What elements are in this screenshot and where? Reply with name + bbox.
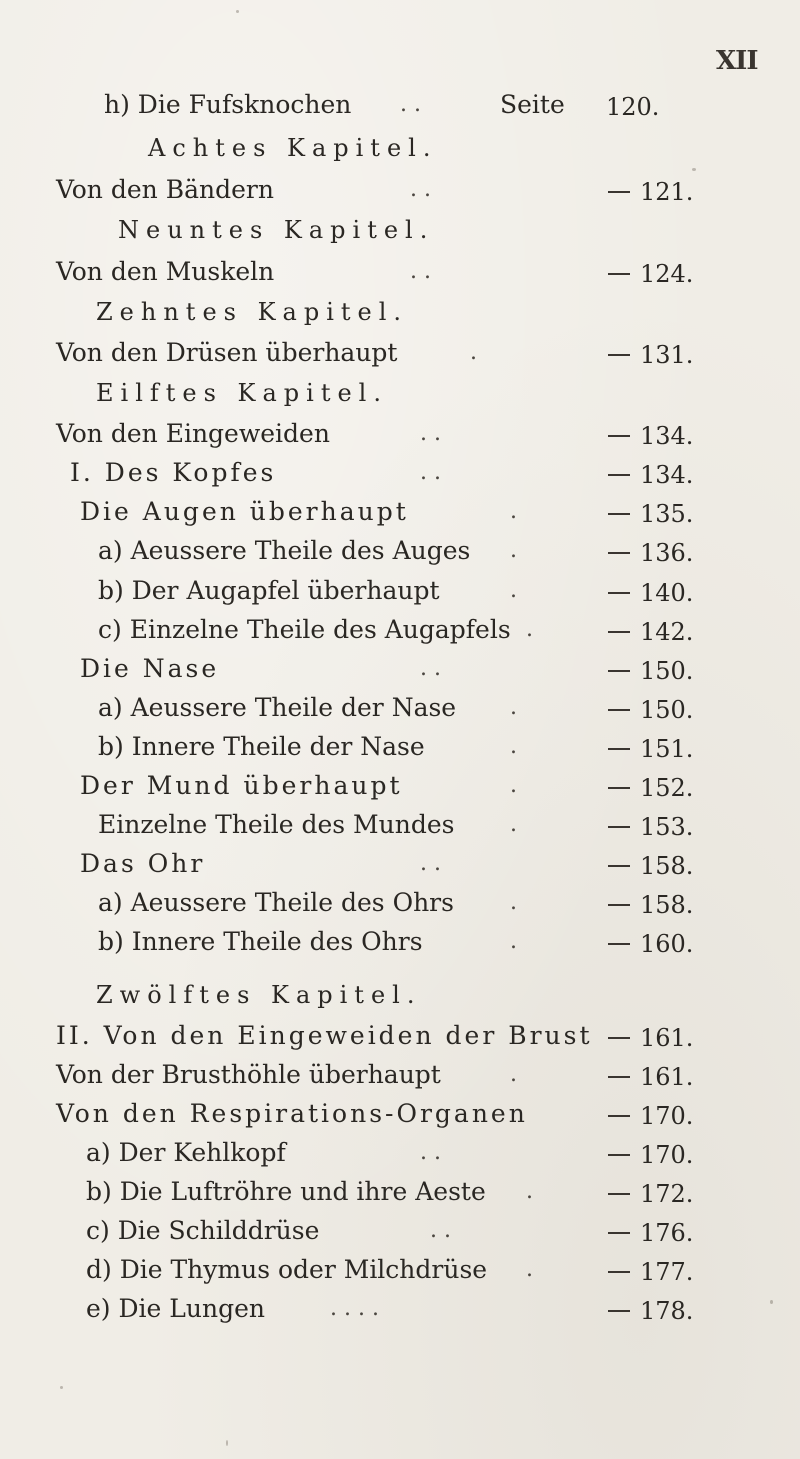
chapter-heading-8: Achtes Kapitel.	[148, 134, 438, 162]
toc-entry-nase-b-leader: .	[510, 734, 517, 759]
toc-entry-augen-leader: .	[510, 499, 517, 524]
chapter-heading-11: Eilftes Kapitel.	[96, 379, 388, 407]
toc-entry-mund-leader: .	[510, 773, 517, 798]
toc-entry-fussknochen-leader: . .	[400, 92, 421, 117]
toc-entry-schilddruese-leader: . .	[430, 1218, 451, 1243]
toc-entry-kehlkopf-page: 170.	[608, 1141, 693, 1169]
toc-entry-augen-b-text: b) Der Augapfel überhaupt	[98, 576, 440, 605]
toc-entry-thymus-text: d) Die Thymus oder Milchdrüse	[86, 1255, 488, 1284]
toc-entry-muskeln-page: 124.	[608, 260, 693, 288]
toc-entry-nase-page: 150.	[608, 657, 693, 685]
toc-entry-schilddruese-text: c) Die Schilddrüse	[86, 1216, 320, 1245]
toc-entry-eingeweiden-page: 134.	[608, 422, 693, 450]
toc-entry-augen-b-page: 140.	[608, 579, 693, 607]
toc-entry-kopf-text: I. Des Kopfes	[70, 458, 277, 487]
toc-entry-eingeweiden-leader: . .	[420, 421, 441, 446]
toc-entry-baender-leader: . .	[410, 177, 431, 202]
toc-entry-augen-c-text: c) Einzelne Theile des Augapfels	[98, 615, 511, 644]
toc-entry-ohr-b-leader: .	[510, 929, 517, 954]
toc-entry-thymus-leader: .	[526, 1257, 533, 1282]
toc-entry-mund-text: Der Mund überhaupt	[80, 771, 403, 800]
toc-entry-druesen-text: Von den Drüsen überhaupt	[56, 338, 398, 367]
toc-entry-luftroehre-text: b) Die Luftröhre und ihre Aeste	[86, 1177, 486, 1206]
toc-entry-kehlkopf-leader: . .	[420, 1140, 441, 1165]
toc-entry-kopf-leader: . .	[420, 460, 441, 485]
toc-entry-muskeln-text: Von den Muskeln	[56, 257, 275, 286]
toc-entry-augen-text: Die Augen überhaupt	[80, 497, 409, 526]
toc-entry-augen-a-page: 136.	[608, 539, 693, 567]
toc-entry-mund-einzel-text: Einzelne Theile des Mundes	[98, 810, 455, 839]
toc-entry-respiration-page: 170.	[608, 1102, 693, 1130]
toc-entry-brust-text: II. Von den Eingeweiden der Brust	[56, 1021, 593, 1050]
toc-entry-thymus-page: 177.	[608, 1258, 693, 1286]
toc-entry-augen-a-text: a) Aeussere Theile des Auges	[98, 536, 471, 565]
toc-entry-fussknochen-text: h) Die Fufsknochen	[104, 90, 352, 119]
toc-entry-brust-page: 161.	[608, 1024, 693, 1052]
toc-entry-ohr-a-text: a) Aeussere Theile des Ohrs	[98, 888, 454, 917]
paper-speck	[60, 1386, 63, 1389]
toc-entry-respiration-text: Von den Respirations-Organen	[56, 1099, 528, 1128]
toc-entry-brusthoehle-page: 161.	[608, 1063, 693, 1091]
chapter-heading-10: Zehntes Kapitel.	[96, 298, 409, 326]
toc-entry-nase-leader: . .	[420, 656, 441, 681]
toc-entry-luftroehre-page: 172.	[608, 1180, 693, 1208]
toc-entry-luftroehre-leader: .	[526, 1179, 533, 1204]
toc-entry-baender-page: 121.	[608, 178, 693, 206]
toc-entry-ohr-b-text: b) Innere Theile des Ohrs	[98, 927, 423, 956]
toc-entry-mund-einzel-page: 153.	[608, 813, 693, 841]
chapter-heading-12: Zwölftes Kapitel.	[96, 981, 422, 1009]
toc-entry-lungen-text: e) Die Lungen	[86, 1294, 265, 1323]
toc-entry-nase-a-page: 150.	[608, 696, 693, 724]
paper-speck	[770, 1300, 773, 1304]
toc-entry-ohr-page: 158.	[608, 852, 693, 880]
toc-entry-nase-a-leader: .	[510, 695, 517, 720]
toc-entry-augen-c-leader: .	[526, 617, 533, 642]
toc-entry-muskeln-leader: . .	[410, 259, 431, 284]
toc-entry-druesen-page: 131.	[608, 341, 693, 369]
toc-entry-ohr-text: Das Ohr	[80, 849, 206, 878]
toc-entry-mund-einzel-leader: .	[510, 812, 517, 837]
toc-entry-ohr-leader: . .	[420, 851, 441, 876]
toc-entry-brusthoehle-leader: .	[510, 1062, 517, 1087]
toc-entry-augen-a-leader: .	[510, 538, 517, 563]
toc-entry-baender-text: Von den Bändern	[56, 175, 274, 204]
paper-speck	[236, 10, 239, 13]
toc-entry-kehlkopf-text: a) Der Kehlkopf	[86, 1138, 286, 1167]
toc-entry-ohr-a-leader: .	[510, 890, 517, 915]
toc-entry-kopf-page: 134.	[608, 461, 693, 489]
toc-entry-mund-page: 152.	[608, 774, 693, 802]
paper-speck	[692, 168, 696, 171]
toc-entry-nase-b-text: b) Innere Theile der Nase	[98, 732, 425, 761]
toc-entry-ohr-a-page: 158.	[608, 891, 693, 919]
toc-entry-augen-c-page: 142.	[608, 618, 693, 646]
toc-entry-augen-page: 135.	[608, 500, 693, 528]
paper-speck	[226, 1440, 228, 1446]
toc-entry-ohr-b-page: 160.	[608, 930, 693, 958]
toc-entry-nase-a-text: a) Aeussere Theile der Nase	[98, 693, 457, 722]
toc-entry-druesen-leader: .	[470, 340, 477, 365]
toc-entry-nase-b-page: 151.	[608, 735, 693, 763]
seite-label: Seite	[500, 90, 565, 119]
page-number: XII	[716, 46, 758, 76]
toc-entry-eingeweiden-text: Von den Eingeweiden	[56, 419, 330, 448]
toc-entry-nase-text: Die Nase	[80, 654, 220, 683]
toc-entry-lungen-leader: . . . .	[330, 1296, 379, 1321]
toc-entry-lungen-page: 178.	[608, 1297, 693, 1325]
toc-entry-brusthoehle-text: Von der Brusthöhle überhaupt	[56, 1060, 441, 1089]
toc-entry-fussknochen-page: 120.	[606, 93, 660, 121]
toc-entry-schilddruese-page: 176.	[608, 1219, 693, 1247]
chapter-heading-9: Neuntes Kapitel.	[118, 216, 435, 244]
toc-entry-augen-b-leader: .	[510, 578, 517, 603]
